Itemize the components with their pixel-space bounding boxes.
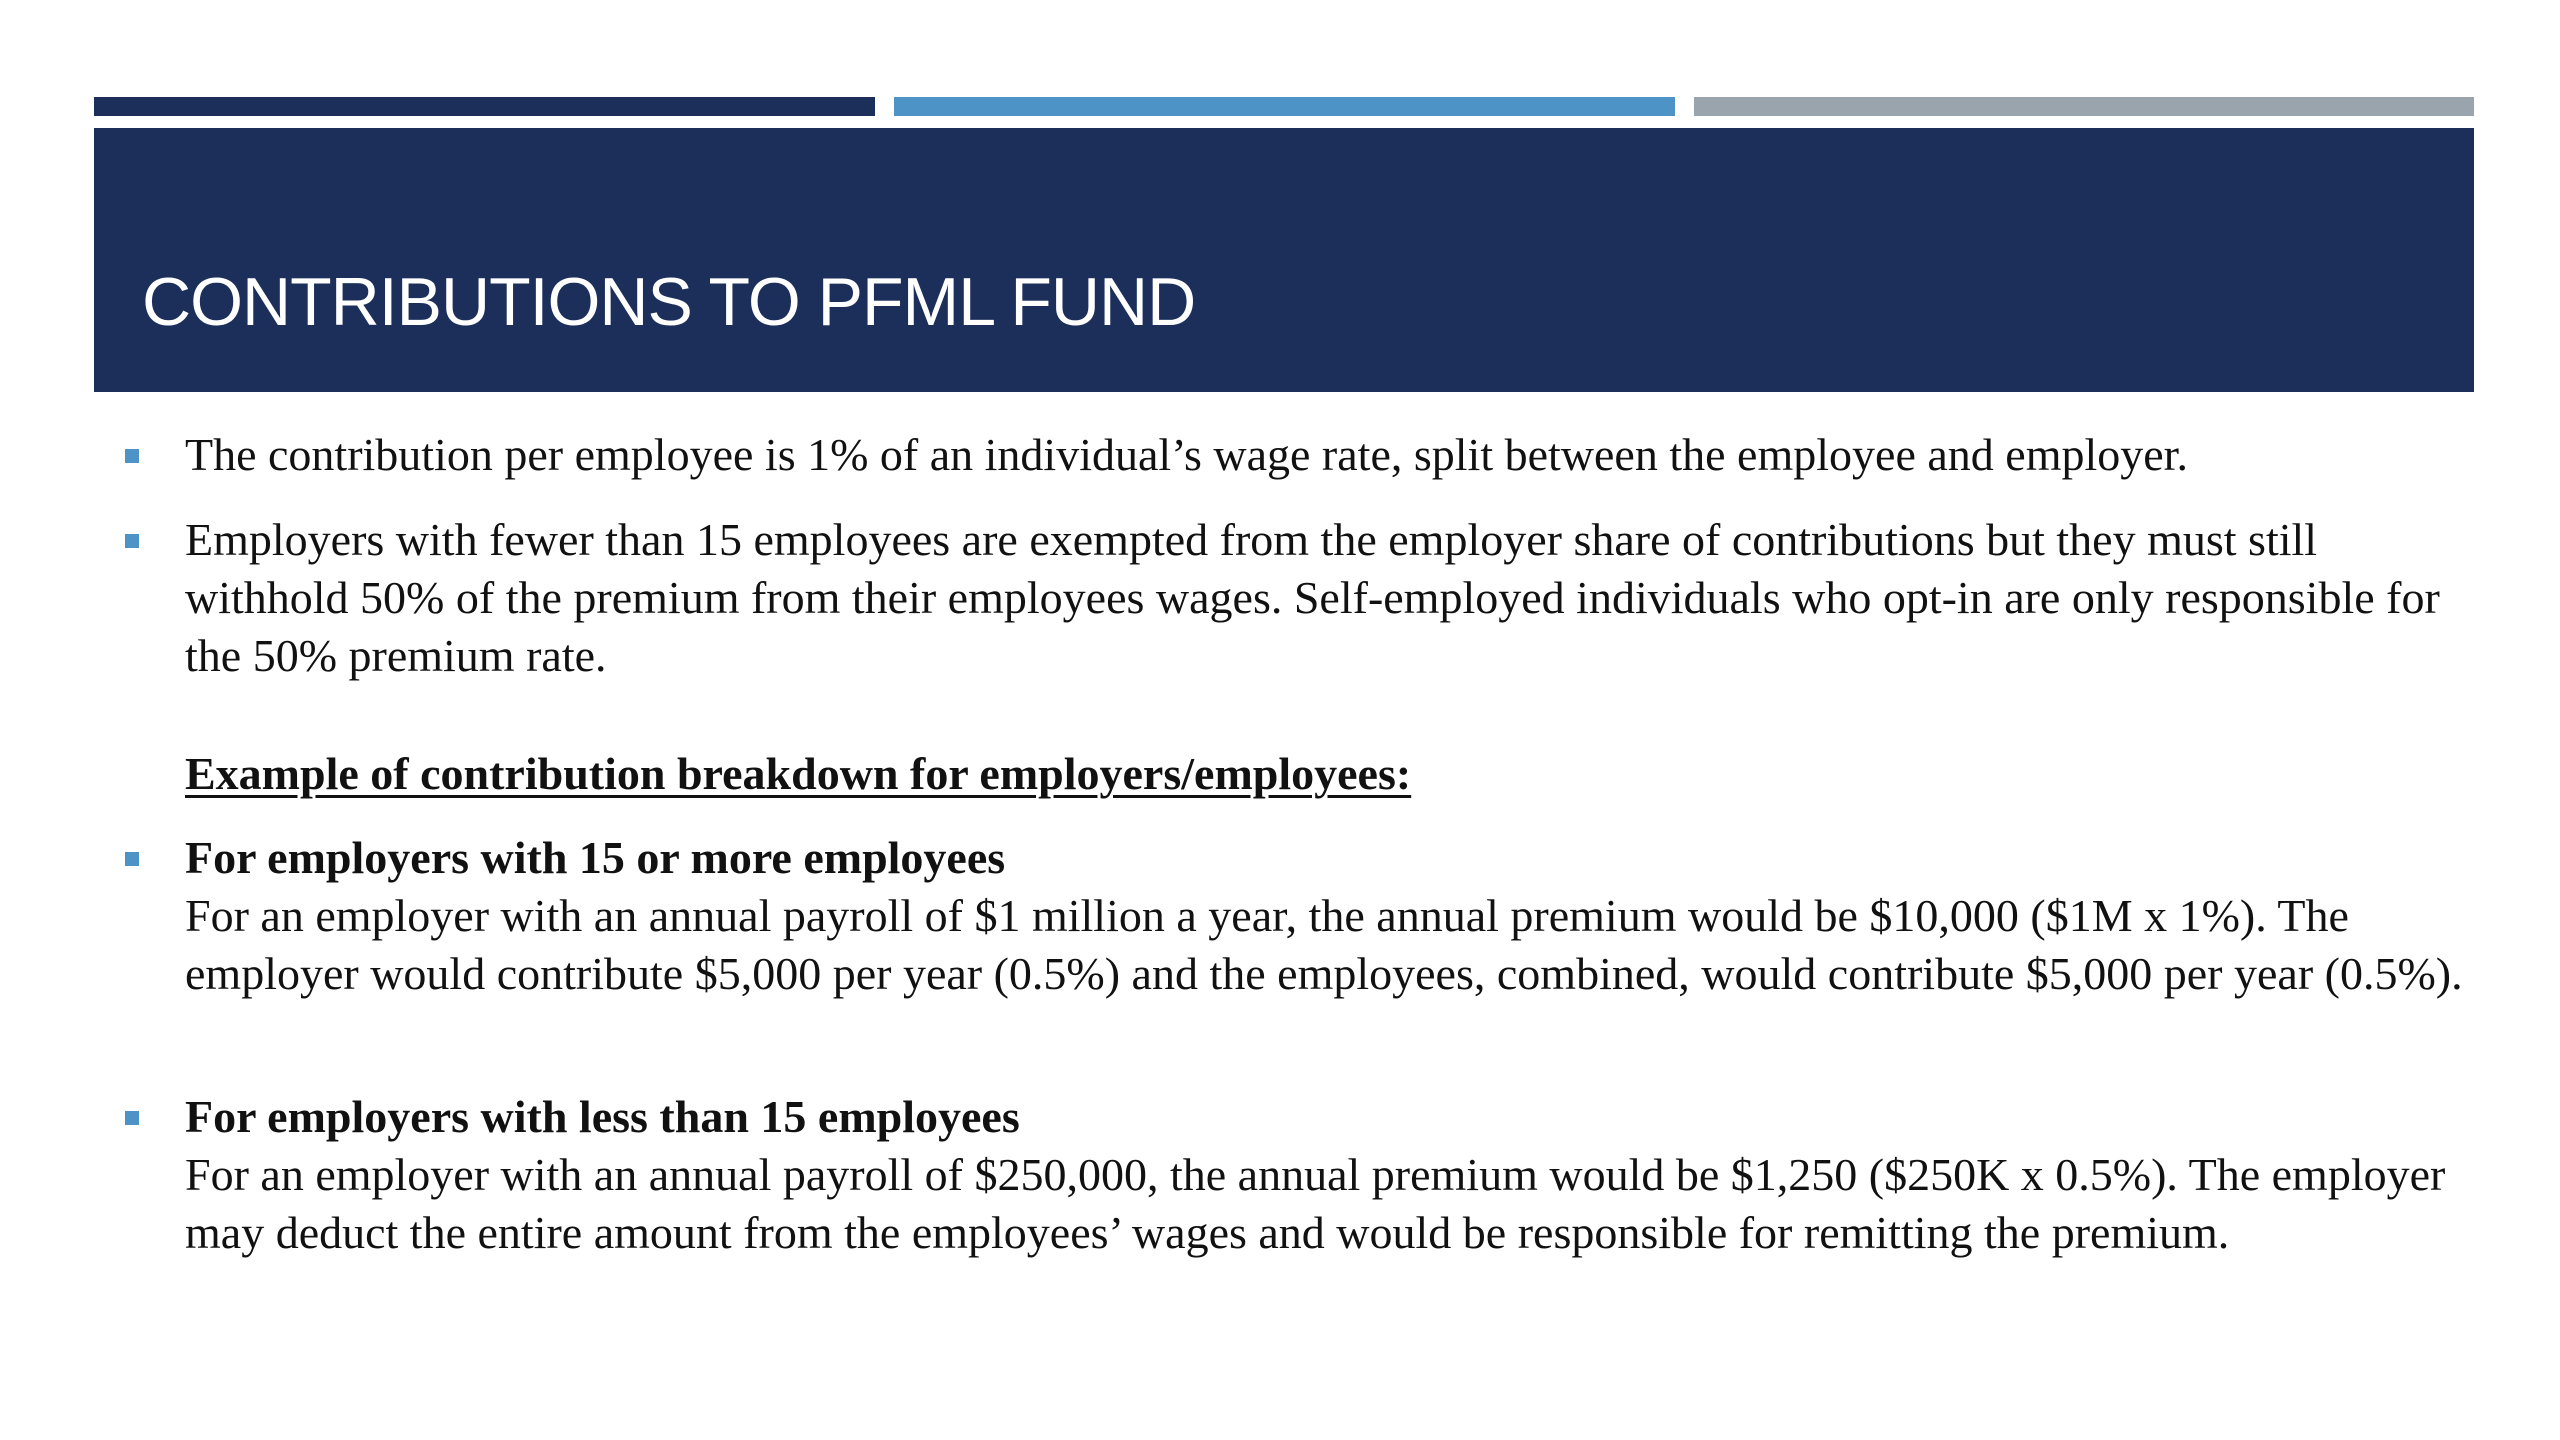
accent-bar-blue (894, 97, 1675, 116)
bullet-item (185, 511, 2445, 685)
bullet-text: The contribution per employee is 1% of an individual’s wage rate, split between the employee and employer. (185, 429, 2188, 480)
bullet-marker (125, 534, 139, 548)
bullet-marker (125, 449, 139, 463)
bullet-item (185, 426, 2465, 484)
title-banner (94, 128, 2474, 392)
example-heading: Example of contribution breakdown for employers/employees: (185, 748, 1412, 799)
example-heading-row (185, 745, 2465, 803)
bullet-marker (125, 1111, 139, 1125)
example-text: For an employer with an annual payroll of $250,000, the annual premium would be $1,250 ($250K x 0.5%). The employer may deduct the entire amount from the employees’ wages and would be responsible for remitting the premium. (185, 1149, 2446, 1258)
bullet-marker (125, 852, 139, 866)
example-item (185, 829, 2465, 1003)
example-text: For an employer with an annual payroll of $1 million a year, the annual premium would be $10,000 ($1M x 1%). The employer would contribute $5,000 per year (0.5%) and the employees, combined, would contribute $5,000 per year (0.5%). (185, 890, 2463, 999)
example-item (185, 1088, 2465, 1262)
accent-bar-gray (1694, 97, 2474, 116)
example-title: For employers with less than 15 employees (185, 1091, 1020, 1142)
accent-bar-dark (94, 97, 875, 116)
example-title: For employers with 15 or more employees (185, 832, 1006, 883)
slide-title: CONTRIBUTIONS TO PFML FUND (142, 264, 1196, 340)
bullet-text: Employers with fewer than 15 employees are exempted from the employer share of contributions but they must still withhold 50% of the premium from their employees wages. Self-employed individuals who opt-in are only responsible for the 50% premium rate. (185, 514, 2440, 681)
